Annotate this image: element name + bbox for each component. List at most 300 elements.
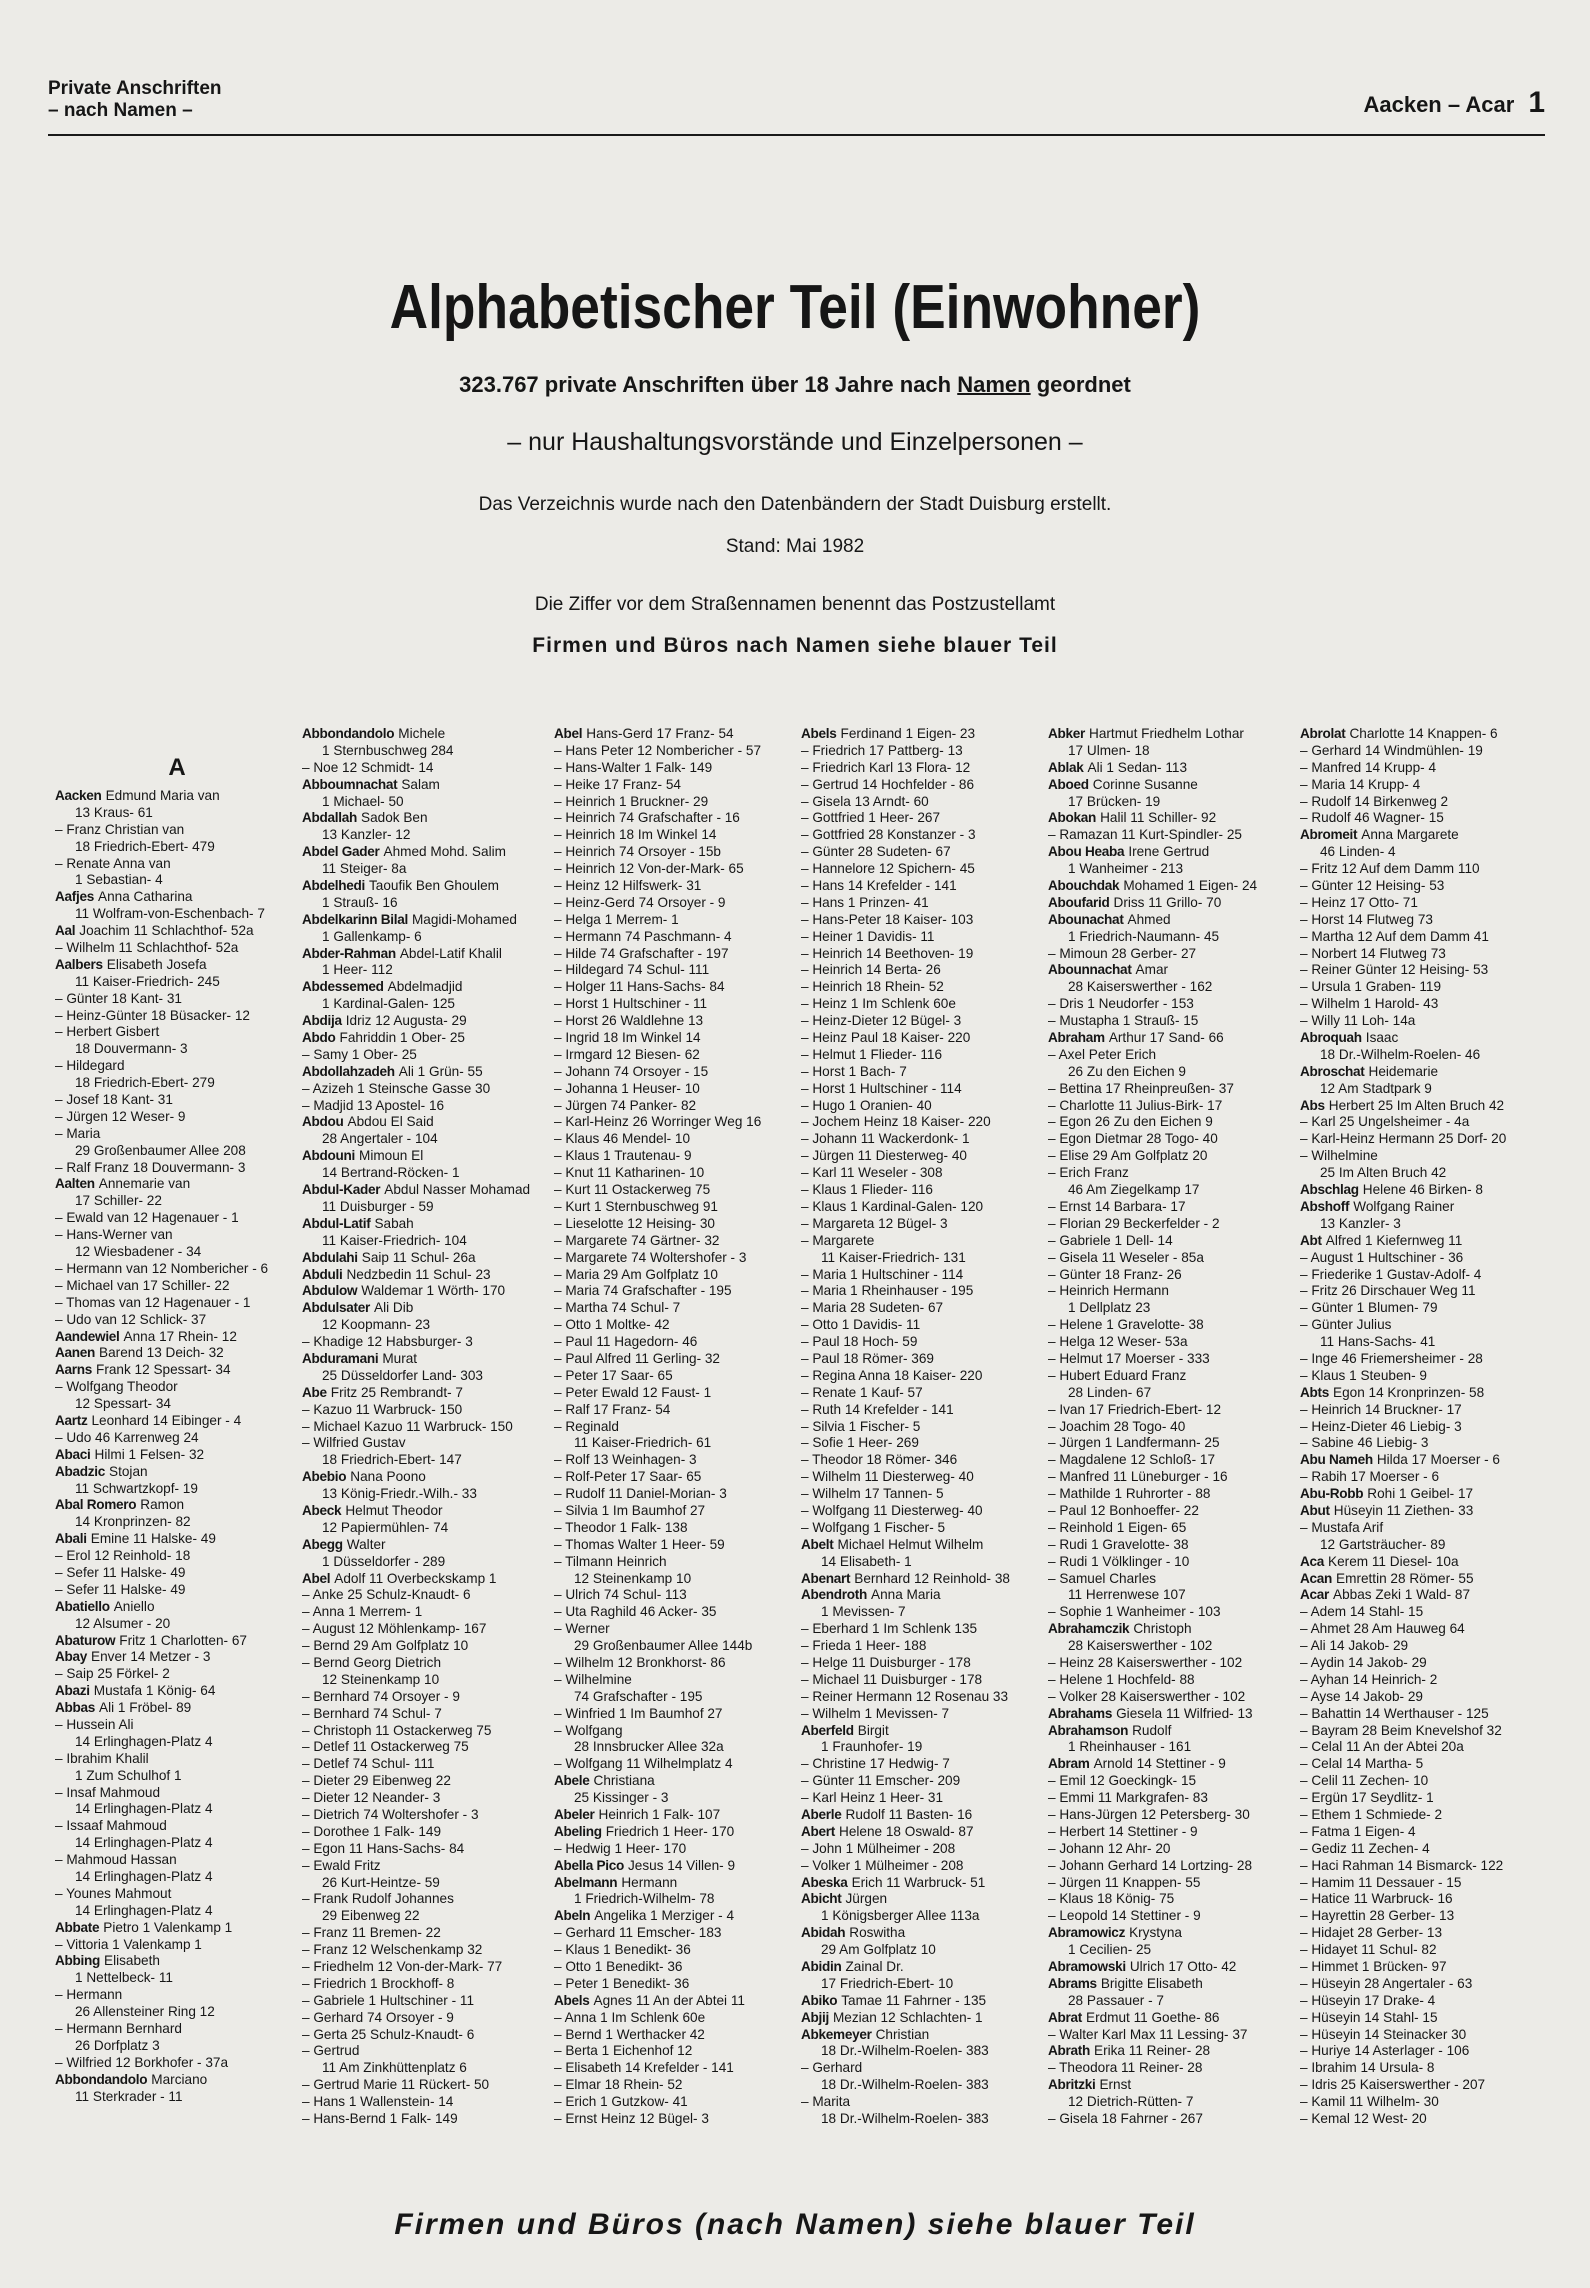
entry-text: 11 Schwartzkopf- 19: [75, 1480, 198, 1496]
entry-text: – Bahattin 14 Werthauser - 125: [1300, 1705, 1489, 1721]
directory-entry: [1300, 1148, 1544, 1165]
entry-surname: Abele: [554, 1773, 590, 1789]
entry-text: – Franz Christian van: [55, 821, 185, 837]
directory-entry: [554, 2060, 798, 2077]
directory-entry: [801, 1976, 1045, 1993]
entry-text: Helene 46 Birken- 8: [1362, 1182, 1483, 1198]
entry-surname: Abelt: [801, 1536, 834, 1552]
directory-entry: [554, 1959, 798, 1976]
directory-entry: [554, 1148, 798, 1165]
entry-text: Anna Maria: [871, 1587, 941, 1603]
entry-text: Emrettin 28 Römer- 55: [1336, 1570, 1474, 1586]
directory-entry: [1048, 1334, 1292, 1351]
entry-text: Rudolf 11 Basten- 16: [845, 1807, 973, 1822]
entry-text: – Younes Mahmout: [55, 1885, 172, 1901]
entry-surname: Abeling: [554, 1823, 602, 1839]
section-letter: [55, 748, 299, 788]
directory-entry: [1300, 1233, 1544, 1250]
entry-text: Barend 13 Deich- 32: [99, 1345, 224, 1361]
directory-entry: [302, 929, 546, 946]
directory-entry: [55, 957, 299, 974]
entry-text: Hans-Gerd 17 Franz- 54: [586, 726, 734, 741]
entry-text: – Theodor 1 Falk- 138: [554, 1519, 688, 1535]
directory-entry: [801, 1638, 1045, 1655]
directory-entry: [302, 1587, 546, 1604]
directory-entry: [55, 1700, 299, 1717]
directory-entry: [1048, 946, 1292, 963]
subtitle-suffix: geordnet: [1036, 372, 1131, 397]
entry-text: – Heinz Paul 18 Kaiser- 220: [801, 1030, 971, 1046]
entry-surname: Abraham: [1048, 1030, 1105, 1046]
directory-entry: [1300, 1824, 1544, 1841]
entry-text: – Heinrich 14 Berta- 26: [801, 962, 941, 978]
section-label-line1: Private Anschriften: [48, 78, 222, 99]
entry-text: – Wilhelmine: [554, 1671, 632, 1687]
directory-entry: [554, 1554, 798, 1571]
directory-entry: [1048, 1824, 1292, 1841]
directory-entry: [801, 996, 1045, 1013]
page-number: 1: [1528, 86, 1545, 119]
entry-text: – Erol 12 Reinhold- 18: [55, 1548, 191, 1564]
entry-text: – Kurt 11 Ostackerweg 75: [554, 1182, 711, 1198]
entry-text: – Florian 29 Beckerfelder - 2: [1048, 1215, 1220, 1231]
entry-text: 17 Schiller- 22: [75, 1193, 162, 1209]
entry-text: – Helge 11 Duisburger - 178: [801, 1654, 971, 1670]
entry-text: – Frank Rudolf Johannes: [302, 1891, 454, 1907]
directory-entry: [1300, 1959, 1544, 1976]
entry-text: – Horst 14 Flutweg 73: [1300, 911, 1433, 927]
directory-entry: [801, 2111, 1045, 2128]
directory-entry: [55, 889, 299, 906]
entry-text: – Maria 29 Am Golfplatz 10: [554, 1266, 718, 1282]
entry-text: 12 Steinenkamp 10: [574, 1570, 692, 1586]
running-header: [48, 78, 1545, 136]
entry-text: Murat: [382, 1350, 418, 1366]
entry-text: 46 Linden- 4: [1320, 844, 1396, 860]
entry-surname: Abram: [1048, 1756, 1090, 1772]
entry-text: – Aydin 14 Jakob- 29: [1300, 1654, 1427, 1670]
entry-text: – Helene 1 Gravelotte- 38: [1048, 1317, 1204, 1333]
entry-text: – Günter 18 Franz- 26: [1048, 1266, 1182, 1282]
directory-entry: [1048, 1131, 1292, 1148]
entry-text: 14 Erlinghagen-Platz 4: [75, 1902, 213, 1918]
directory-entry: [801, 1942, 1045, 1959]
directory-entry: [1048, 1739, 1292, 1756]
entry-text: – Mimoun 28 Gerber- 27: [1048, 945, 1197, 961]
directory-entry: [1300, 1098, 1544, 1115]
entry-text: – Mustafa Arif: [1300, 1519, 1384, 1535]
entry-text: Bernhard 12 Reinhold- 38: [854, 1570, 1010, 1586]
directory-entry: [1300, 1875, 1544, 1892]
entry-text: – August 1 Hultschiner - 36: [1300, 1249, 1464, 1265]
directory-entry: [55, 805, 299, 822]
entry-surname: Abali: [55, 1531, 87, 1547]
entry-text: 17 Friedrich-Ebert- 10: [821, 1975, 954, 1991]
entry-text: – Peter 1 Benedikt- 36: [554, 1975, 690, 1991]
directory-entry: [554, 1165, 798, 1182]
entry-text: – Hans-Jürgen 12 Petersberg- 30: [1048, 1807, 1250, 1822]
directory-entry: [55, 2038, 299, 2055]
entry-text: Elisabeth: [104, 1953, 160, 1969]
entry-text: – Johann 74 Orsoyer - 15: [554, 1063, 709, 1079]
directory-entry: [55, 1531, 299, 1548]
directory-entry: [801, 1621, 1045, 1638]
entry-text: 18 Friedrich-Ebert- 279: [75, 1075, 215, 1091]
entry-text: – Gabriele 1 Hultschiner - 11: [302, 1992, 475, 2008]
directory-entry: [554, 1925, 798, 1942]
postal-note: Die Ziffer vor dem Straßennamen benennt das Postzustellamt: [534, 594, 1056, 615]
directory-entry: [554, 1486, 798, 1503]
directory-entry: [1048, 1520, 1292, 1537]
directory-entry: [302, 1435, 546, 1452]
entry-text: – Magdalene 12 Schloß- 17: [1048, 1452, 1216, 1468]
directory-entry: [1300, 1047, 1544, 1064]
directory-entry: [801, 1469, 1045, 1486]
directory-entry: [55, 1481, 299, 1498]
entry-text: Ali 1 Sedan- 113: [1087, 759, 1188, 775]
directory-entry: [1048, 1503, 1292, 1520]
entry-surname: Abramowicz: [1048, 1925, 1126, 1941]
directory-entry: [1048, 1435, 1292, 1452]
directory-entry: [1048, 1047, 1292, 1064]
entry-text: 1 Gallenkamp- 6: [322, 928, 422, 944]
directory-entry: [1048, 1621, 1292, 1638]
entry-text: – Hans-Werner van: [55, 1227, 173, 1243]
entry-text: – Khadige 12 Habsburger- 3: [302, 1334, 473, 1350]
entry-text: – Klaus 18 König- 75: [1048, 1891, 1175, 1907]
entry-surname: Abazi: [55, 1683, 90, 1699]
entry-surname: Abeln: [554, 1908, 591, 1924]
entry-text: – Hans-Walter 1 Falk- 149: [554, 759, 713, 775]
directory-entry: [55, 1041, 299, 1058]
directory-entry: [1048, 2094, 1292, 2111]
directory-entry: [1048, 2077, 1292, 2094]
directory-entry: [55, 1160, 299, 1177]
entry-surname: Aca: [1300, 1553, 1325, 1569]
directory-entry: [1300, 1908, 1544, 1925]
entry-text: – Ayhan 14 Heinrich- 2: [1300, 1671, 1438, 1687]
directory-entry: [1048, 1908, 1292, 1925]
entry-text: – Karl Heinz 1 Heer- 31: [801, 1790, 944, 1806]
entry-text: – Gottfried 28 Konstanzer - 3: [801, 827, 976, 843]
directory-entry: [302, 1672, 546, 1689]
directory-entry: [554, 1891, 798, 1908]
entry-text: – Maria 1 Rheinhauser - 195: [801, 1283, 974, 1299]
entry-text: Stojan: [109, 1463, 148, 1479]
entry-surname: Abegg: [302, 1536, 343, 1552]
entry-surname: Abel: [554, 726, 583, 741]
directory-entry: [1048, 810, 1292, 827]
entry-text: – Bayram 28 Beim Knevelshof 32: [1300, 1722, 1502, 1738]
directory-entry: [554, 1503, 798, 1520]
entry-text: – Rabih 17 Moerser - 6: [1300, 1469, 1440, 1485]
entry-text: Birgit: [857, 1722, 889, 1738]
directory-entry: [801, 979, 1045, 996]
directory-entry: [801, 1858, 1045, 1875]
directory-entry: [801, 827, 1045, 844]
entry-text: – Ralf Franz 18 Douvermann- 3: [55, 1159, 246, 1175]
directory-entry: [1300, 1199, 1544, 1216]
entry-text: Mimoun El: [359, 1148, 424, 1164]
entry-text: 18 Dr.-Wilhelm-Roelen- 383: [821, 2077, 989, 2093]
directory-entry: [801, 1756, 1045, 1773]
entry-text: – Paul 18 Hoch- 59: [801, 1334, 918, 1350]
directory-entry: [1300, 1013, 1544, 1030]
entry-text: – Hermann 74 Paschmann- 4: [554, 928, 732, 944]
directory-entry: [801, 1131, 1045, 1148]
entry-surname: Abder-Rahman: [302, 945, 396, 961]
entry-text: Friedrich 1 Heer- 170: [605, 1823, 735, 1839]
directory-entry: [55, 1920, 299, 1937]
entry-surname: Abduli: [302, 1266, 343, 1282]
entry-text: Anna Catharina: [98, 889, 193, 905]
entry-text: Ali Dib: [374, 1300, 414, 1316]
entry-text: Christoph: [1133, 1621, 1192, 1637]
entry-text: – Anke 25 Schulz-Knaudt- 6: [302, 1587, 471, 1603]
entry-surname: Abrahams: [1048, 1705, 1113, 1721]
directory-entry: [801, 1233, 1045, 1250]
directory-entry: [1048, 743, 1292, 760]
entry-text: – Egon 11 Hans-Sachs- 84: [302, 1840, 465, 1856]
entry-surname: Abrahamson: [1048, 1722, 1129, 1738]
directory-entry: [1300, 2043, 1544, 2060]
directory-entry: [302, 1554, 546, 1571]
directory-entry: [801, 1013, 1045, 1030]
entry-text: Herbert 25 Im Alten Bruch 42: [1328, 1097, 1505, 1113]
entry-text: – Hidayet 11 Schul- 82: [1300, 1942, 1437, 1958]
directory-entry: [1048, 1030, 1292, 1047]
entry-text: – Mahmoud Hassan: [55, 1852, 177, 1868]
directory-entry: [302, 2077, 546, 2094]
entry-text: – Martha 74 Schul- 7: [554, 1300, 681, 1316]
directory-entry: [554, 1030, 798, 1047]
directory-entry: [302, 1723, 546, 1740]
directory-entry: [1300, 1993, 1544, 2010]
directory-entry: [801, 1739, 1045, 1756]
directory-entry: [302, 1165, 546, 1182]
directory-entry: [302, 1233, 546, 1250]
directory-entry: [801, 1891, 1045, 1908]
entry-text: 25 Düsseldorfer Land- 303: [322, 1367, 483, 1383]
entry-surname: Abbate: [55, 1919, 100, 1935]
directory-entry: [801, 861, 1045, 878]
entry-text: 1 Kardinal-Galen- 125: [322, 996, 455, 1012]
entry-text: – Samy 1 Ober- 25: [302, 1046, 417, 1062]
entry-text: – Helga 1 Merrem- 1: [554, 911, 679, 927]
directory-entry: [1300, 1537, 1544, 1554]
directory-entry: [302, 1064, 546, 1081]
entry-text: – Fatma 1 Eigen- 4: [1300, 1823, 1416, 1839]
entry-text: – Dris 1 Neudorfer - 153: [1048, 996, 1194, 1012]
entry-text: – Volker 1 Mülheimer - 208: [801, 1857, 964, 1873]
directory-entry: [55, 1548, 299, 1565]
entry-text: – Gediz 11 Zechen- 4: [1300, 1840, 1430, 1856]
directory-entry: [302, 2111, 546, 2128]
directory-entry: [55, 1582, 299, 1599]
entry-text: Erdmut 11 Goethe- 86: [1086, 2009, 1220, 2025]
entry-text: Ali 1 Grün- 55: [398, 1063, 483, 1079]
entry-text: – Gertrud 14 Hochfelder - 86: [801, 776, 975, 792]
entry-surname: Abboumnachat: [302, 776, 398, 792]
directory-entry: [55, 1514, 299, 1531]
directory-entry: [554, 1013, 798, 1030]
entry-text: – Ramazan 11 Kurt-Spindler- 25: [1048, 827, 1242, 843]
directory-entry: [554, 878, 798, 895]
directory-entry: [801, 2027, 1045, 2044]
entry-text: – Günter 11 Emscher- 209: [801, 1773, 961, 1789]
directory-entry: [554, 1182, 798, 1199]
directory-entry: [801, 1300, 1045, 1317]
entry-text: – Hermann: [55, 1987, 123, 2003]
directory-entry: [55, 2004, 299, 2021]
entry-text: 26 Zu den Eichen 9: [1068, 1063, 1186, 1079]
directory-entry: [801, 1216, 1045, 1233]
entry-surname: Abiko: [801, 1992, 838, 2008]
entry-surname: Abou Heaba: [1048, 844, 1125, 860]
directory-entry: [1300, 1469, 1544, 1486]
entry-text: – Ergün 17 Seydlitz- 1: [1300, 1790, 1434, 1806]
directory-entry: [1048, 962, 1292, 979]
entry-text: – Helmut 1 Flieder- 116: [801, 1046, 943, 1062]
entry-text: – Wilhelm 1 Harold- 43: [1300, 996, 1439, 1012]
entry-text: Abdelmadjid: [387, 979, 463, 995]
entry-text: Annemarie van: [98, 1176, 191, 1192]
directory-entry: [302, 1621, 546, 1638]
directory-entry: [801, 1723, 1045, 1740]
directory-entry: [1300, 1064, 1544, 1081]
entry-text: 29 Am Golfplatz 10: [821, 1942, 936, 1958]
entry-text: – Tilmann Heinrich: [554, 1553, 667, 1569]
directory-entry: [1300, 946, 1544, 963]
directory-entry: [55, 1210, 299, 1227]
directory-entry: [1048, 1571, 1292, 1588]
directory-column-4: [801, 726, 1045, 2128]
entry-text: 14 Erlinghagen-Platz 4: [75, 1835, 213, 1851]
directory-entry: [1300, 1723, 1544, 1740]
entry-text: – Horst 1 Bach- 7: [801, 1063, 907, 1079]
directory-entry: [1048, 1267, 1292, 1284]
directory-entry: [302, 1385, 546, 1402]
entry-surname: Abduramani: [302, 1350, 379, 1366]
entry-surname: Abts: [1300, 1384, 1330, 1400]
entry-text: – Christine 17 Hedwig- 7: [801, 1756, 950, 1772]
entry-text: – Hatice 11 Warbruck- 16: [1300, 1891, 1453, 1907]
directory-entry: [55, 1126, 299, 1143]
entry-surname: Abdou: [302, 1114, 344, 1130]
entry-surname: Abeska: [801, 1874, 848, 1890]
entry-text: – Celal 11 An der Abtei 20a: [1300, 1739, 1464, 1755]
entry-text: Mustafa 1 König- 64: [93, 1683, 216, 1699]
entry-text: – Heinz-Dieter 12 Bügel- 3: [801, 1013, 962, 1029]
directory-entry: [302, 946, 546, 963]
entry-text: Hüseyin 11 Ziethen- 33: [1333, 1502, 1474, 1518]
directory-entry: [801, 1875, 1045, 1892]
directory-entry: [1300, 2111, 1544, 2128]
entry-surname: Aarns: [55, 1362, 93, 1378]
directory-entry: [554, 2094, 798, 2111]
entry-text: Arthur 17 Sand- 66: [1108, 1030, 1224, 1046]
entry-text: 1 Wanheimer - 213: [1068, 861, 1184, 877]
entry-text: 1 Nettelbeck- 11: [75, 1970, 173, 1986]
directory-entry: [302, 1419, 546, 1436]
entry-surname: Abdo: [302, 1030, 336, 1046]
directory-entry: [554, 777, 798, 794]
directory-entry: [801, 1807, 1045, 1824]
entry-text: Jesus 14 Villen- 9: [627, 1857, 736, 1873]
entry-text: Nana Poono: [350, 1469, 426, 1485]
entry-text: – Heinrich 18 Im Winkel 14: [554, 827, 717, 843]
directory-entry: [801, 1520, 1045, 1537]
directory-entry: [1300, 1385, 1544, 1402]
directory-entry: [55, 1633, 299, 1650]
entry-text: – Ewald van 12 Hagenauer - 1: [55, 1210, 239, 1226]
directory-entry: [554, 1199, 798, 1216]
entry-text: Agnes 11 An der Abtei 11: [593, 1992, 745, 2008]
directory-entry: [1048, 1672, 1292, 1689]
entry-text: 13 König-Friedr.-Wilh.- 33: [322, 1486, 477, 1502]
directory-entry: [1300, 1334, 1544, 1351]
entry-text: – Wolfgang Theodor: [55, 1379, 178, 1395]
directory-entry: [302, 1807, 546, 1824]
entry-text: 1 Königsberger Allee 113a: [821, 1908, 980, 1924]
entry-text: – Elisabeth 14 Krefelder - 141: [554, 2060, 734, 2076]
entry-text: – Frieda 1 Heer- 188: [801, 1638, 927, 1654]
directory-entry: [1048, 1638, 1292, 1655]
entry-text: – Willy 11 Loh- 14a: [1300, 1013, 1416, 1029]
entry-text: – Heiner 1 Davidis- 11: [801, 928, 935, 944]
entry-surname: Abt: [1300, 1232, 1322, 1248]
entry-text: 29 Großenbaumer Allee 208: [75, 1142, 246, 1158]
entry-surname: Abdul-Latif: [302, 1215, 371, 1231]
entry-text: – Johanna 1 Heuser- 10: [554, 1080, 700, 1096]
entry-text: Ahmed: [1127, 911, 1171, 927]
entry-text: 18 Douvermann- 3: [75, 1041, 188, 1057]
entry-text: – Reiner Günter 12 Heising- 53: [1300, 962, 1489, 978]
entry-surname: Abels: [801, 726, 837, 741]
entry-text: 1 Rheinhauser - 161: [1068, 1739, 1192, 1755]
entry-text: – Franz 11 Bremen- 22: [302, 1925, 441, 1941]
directory-entry: [554, 1942, 798, 1959]
directory-entry: [1048, 1317, 1292, 1334]
directory-entry: [55, 1801, 299, 1818]
directory-entry: [801, 1368, 1045, 1385]
directory-entry: [1048, 912, 1292, 929]
entry-text: – Otto 1 Benedikt- 36: [554, 1959, 683, 1975]
entry-text: – Fritz 12 Auf dem Damm 110: [1300, 861, 1480, 877]
directory-entry: [1300, 1486, 1544, 1503]
directory-entry: [302, 1959, 546, 1976]
directory-entry: [1048, 726, 1292, 743]
entry-text: Michele: [398, 726, 446, 741]
entry-text: 11 Kaiser-Friedrich- 131: [821, 1249, 966, 1265]
directory-entry: [1048, 1300, 1292, 1317]
entry-text: – Theodor 18 Römer- 346: [801, 1452, 958, 1468]
entry-text: 12 Am Stadtpark 9: [1320, 1080, 1432, 1096]
directory-entry: [302, 1993, 546, 2010]
entry-text: Saip 11 Schul- 26a: [361, 1249, 476, 1265]
directory-entry: [302, 1638, 546, 1655]
entry-surname: Abroschat: [1300, 1063, 1365, 1079]
entry-text: – Uta Raghild 46 Acker- 35: [554, 1604, 717, 1620]
directory-entry: [55, 1818, 299, 1835]
directory-entry: [302, 1368, 546, 1385]
directory-entry: [801, 1908, 1045, 1925]
directory-entry: [554, 827, 798, 844]
entry-text: 18 Dr.-Wilhelm-Roelen- 46: [1320, 1046, 1481, 1062]
directory-entry: [1048, 1841, 1292, 1858]
directory-entry: [55, 1058, 299, 1075]
entry-text: – Maria 14 Krupp- 4: [1300, 776, 1421, 792]
